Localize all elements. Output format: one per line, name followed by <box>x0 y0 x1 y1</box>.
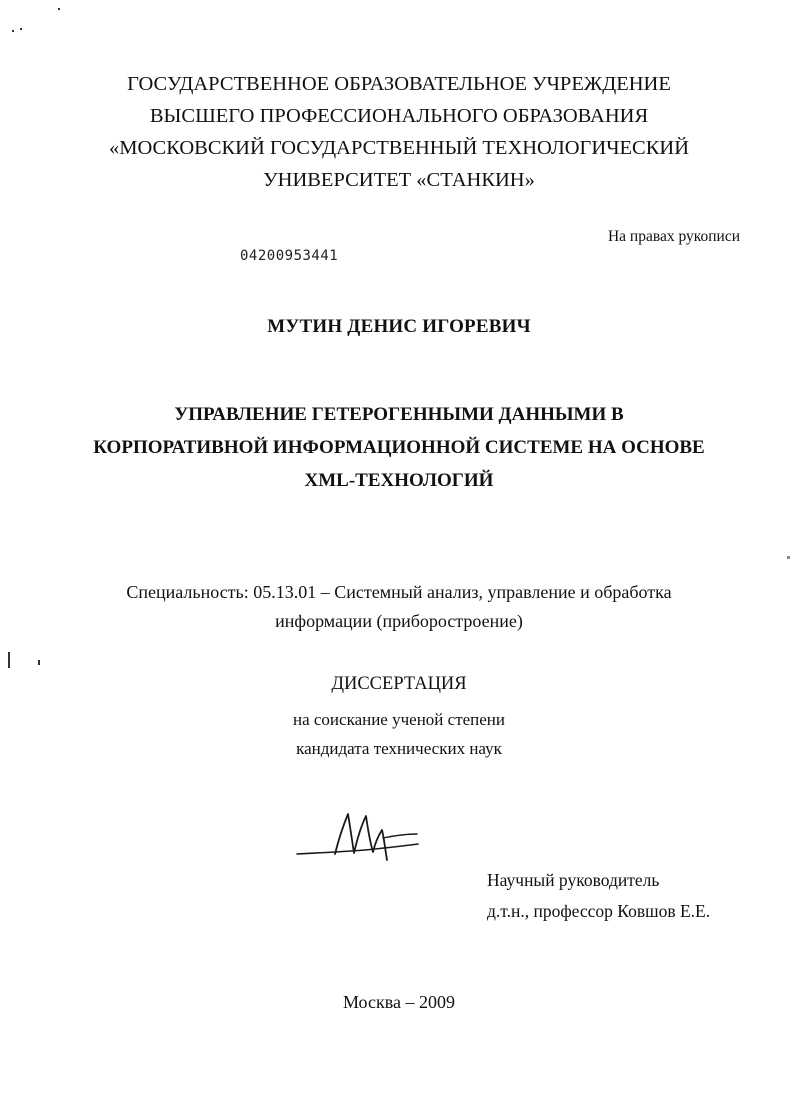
scan-speck <box>12 30 14 32</box>
city-year: Москва – 2009 <box>343 992 455 1012</box>
specialty <box>0 578 798 636</box>
supervisor-label: Научный руководитель <box>487 870 660 890</box>
title-line: УПРАВЛЕНИЕ ГЕТЕРОГЕННЫМИ ДАННЫМИ В <box>174 404 624 425</box>
scan-speck <box>787 556 790 559</box>
degree-line: на соискание ученой степени <box>292 710 506 729</box>
scientific-supervisor <box>487 865 710 927</box>
author-name: МУТИН ДЕНИС ИГОРЕВИЧ <box>267 316 531 337</box>
scan-mark <box>8 652 10 668</box>
institution-line: «МОСКОВСКИЙ ГОСУДАРСТВЕННЫЙ ТЕХНОЛОГИЧЕСКИЙ <box>108 137 690 159</box>
title-line: XML-ТЕХНОЛОГИЙ <box>304 470 494 491</box>
catalog-number: 04200953441 <box>240 248 339 264</box>
scan-speck <box>20 28 22 30</box>
rights-note: На правах рукописи <box>607 228 740 245</box>
specialty-line: информации (приборостроение) <box>275 611 523 631</box>
specialty-line: Специальность: 05.13.01 – Системный анализ, управление и обработка <box>126 582 672 602</box>
dissertation-title <box>0 398 798 497</box>
title-line: КОРПОРАТИВНОЙ ИНФОРМАЦИОННОЙ СИСТЕМЕ НА ОСНОВЕ <box>93 437 705 458</box>
scan-speck <box>38 660 40 665</box>
institution-line: ВЫСШЕГО ПРОФЕССИОНАЛЬНОГО ОБРАЗОВАНИЯ <box>149 105 649 127</box>
scan-speck <box>58 8 60 10</box>
institution-header <box>0 68 798 196</box>
degree-info <box>0 705 798 763</box>
dissertation-heading: ДИССЕРТАЦИЯ <box>331 674 467 694</box>
handwritten-signature <box>295 808 420 864</box>
institution-line: ГОСУДАРСТВЕННОЕ ОБРАЗОВАТЕЛЬНОЕ УЧРЕЖДЕНИЕ <box>127 73 671 95</box>
supervisor-name: д.т.н., профессор Ковшов Е.Е. <box>487 901 711 921</box>
institution-line: УНИВЕРСИТЕТ «СТАНКИН» <box>263 169 535 191</box>
degree-line: кандидата технических наук <box>296 739 502 758</box>
